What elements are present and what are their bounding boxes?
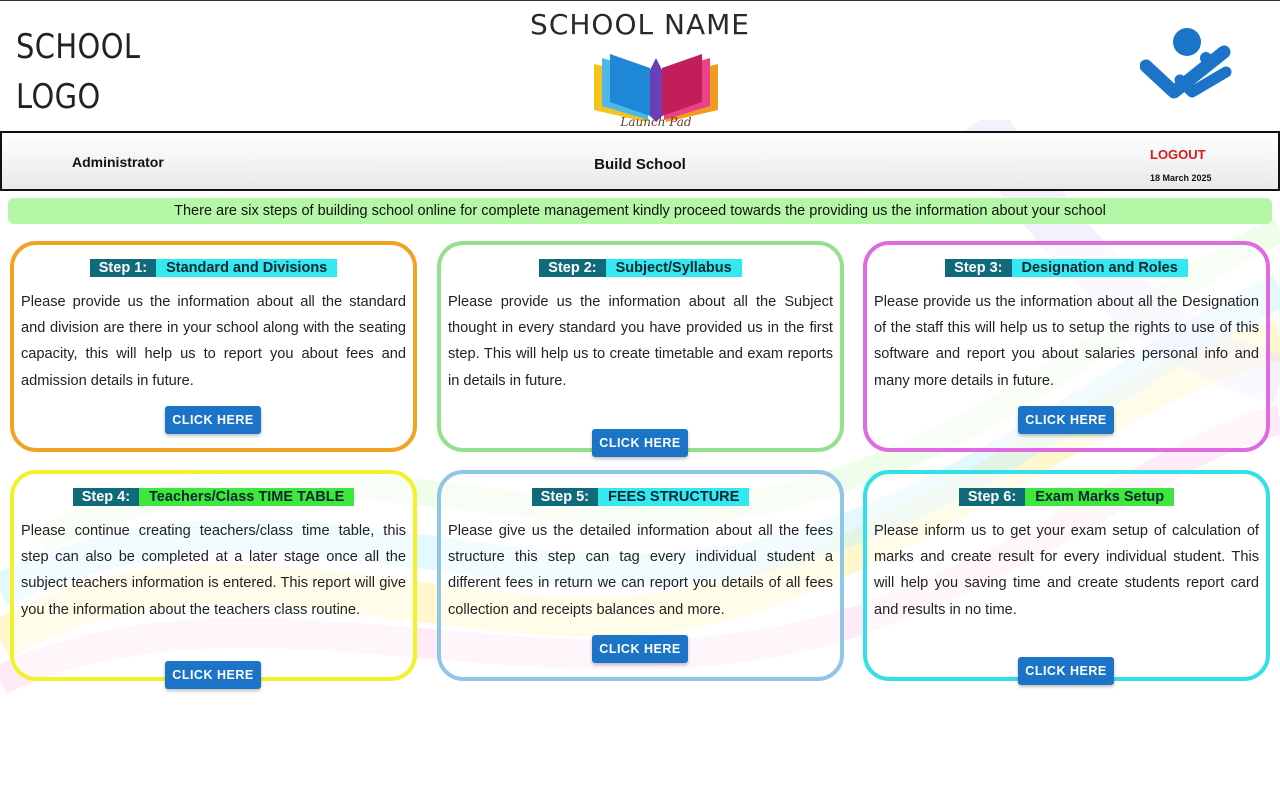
step-card-4 [10, 470, 417, 681]
school-logo-line2: LOGO [16, 77, 101, 117]
step-description: Please give us the detailed information about all the fees structure this step can tag every individual student a different fees in return we can report you details of all fees collection and receipts balances and more. [448, 523, 833, 618]
step-description: Please provide us the information about all the Designation of the staff this will help us to setup the rights to use of this software and report you about salaries personal info and many more details in future. [874, 294, 1259, 389]
step3-click-here-button[interactable]: CLICK HERE [1018, 406, 1114, 434]
info-banner: There are six steps of building school online for complete management kindly proceed towards the providing us the information about your school [8, 198, 1272, 224]
user-role-label: Administrator [72, 154, 164, 170]
step-title: FEES STRUCTURE [598, 488, 749, 506]
step-card-6 [863, 470, 1270, 681]
title-bar [0, 131, 1280, 191]
current-date: 18 March 2025 [1150, 173, 1212, 183]
page-title: Build School [594, 156, 686, 173]
step-heading [14, 259, 413, 277]
step-heading [441, 488, 840, 506]
step4-click-here-button[interactable]: CLICK HERE [165, 661, 261, 689]
brand-tagline: Launch Pad [620, 115, 692, 128]
step-card-3 [863, 241, 1270, 452]
brand-check-icon [1140, 22, 1236, 108]
step-title: Subject/Syllabus [606, 259, 742, 277]
step1-click-here-button[interactable]: CLICK HERE [165, 406, 261, 434]
step-number: Step 5: [532, 488, 598, 506]
step-number: Step 1: [90, 259, 156, 277]
step-number: Step 2: [539, 259, 605, 277]
step-description: Please provide us the information about all the standard and division are there in your school along with the seating capacity, this will help us to report you about fees and admission details in future. [21, 294, 406, 389]
step-title: Designation and Roles [1012, 259, 1188, 277]
open-book-logo [588, 50, 724, 128]
step2-click-here-button[interactable]: CLICK HERE [592, 429, 688, 457]
step-card-1 [10, 241, 417, 452]
step-number: Step 6: [959, 488, 1025, 506]
step6-click-here-button[interactable]: CLICK HERE [1018, 657, 1114, 685]
step-title: Standard and Divisions [156, 259, 337, 277]
step-heading [441, 259, 840, 277]
step-title: Exam Marks Setup [1025, 488, 1174, 506]
step-description: Please inform us to get your exam setup of calculation of marks and create result for every individual student. This will help you saving time and create students report card and results in no time. [874, 523, 1259, 618]
school-name: SCHOOL NAME [530, 8, 750, 41]
step-heading [14, 488, 413, 506]
logout-link[interactable]: LOGOUT [1150, 147, 1206, 162]
step-title: Teachers/Class TIME TABLE [139, 488, 354, 506]
step-heading [867, 488, 1266, 506]
step-description: Please provide us the information about all the Subject thought in every standard you have provided us in the first step. This will help us to create timetable and exam reports in details in future. [448, 294, 833, 389]
step-card-5 [437, 470, 844, 681]
step-description: Please continue creating teachers/class time table, this step can also be completed at a later stage once all the subject teachers information is entered. This report will give you the information about the teachers class routine. [21, 523, 406, 618]
step-heading [867, 259, 1266, 277]
top-border-line [0, 0, 1280, 1]
step-number: Step 3: [945, 259, 1011, 277]
step-card-2 [437, 241, 844, 452]
step5-click-here-button[interactable]: CLICK HERE [592, 635, 688, 663]
book-logo-graphic [594, 54, 718, 122]
school-logo-line1: SCHOOL [16, 27, 141, 67]
step-number: Step 4: [73, 488, 139, 506]
